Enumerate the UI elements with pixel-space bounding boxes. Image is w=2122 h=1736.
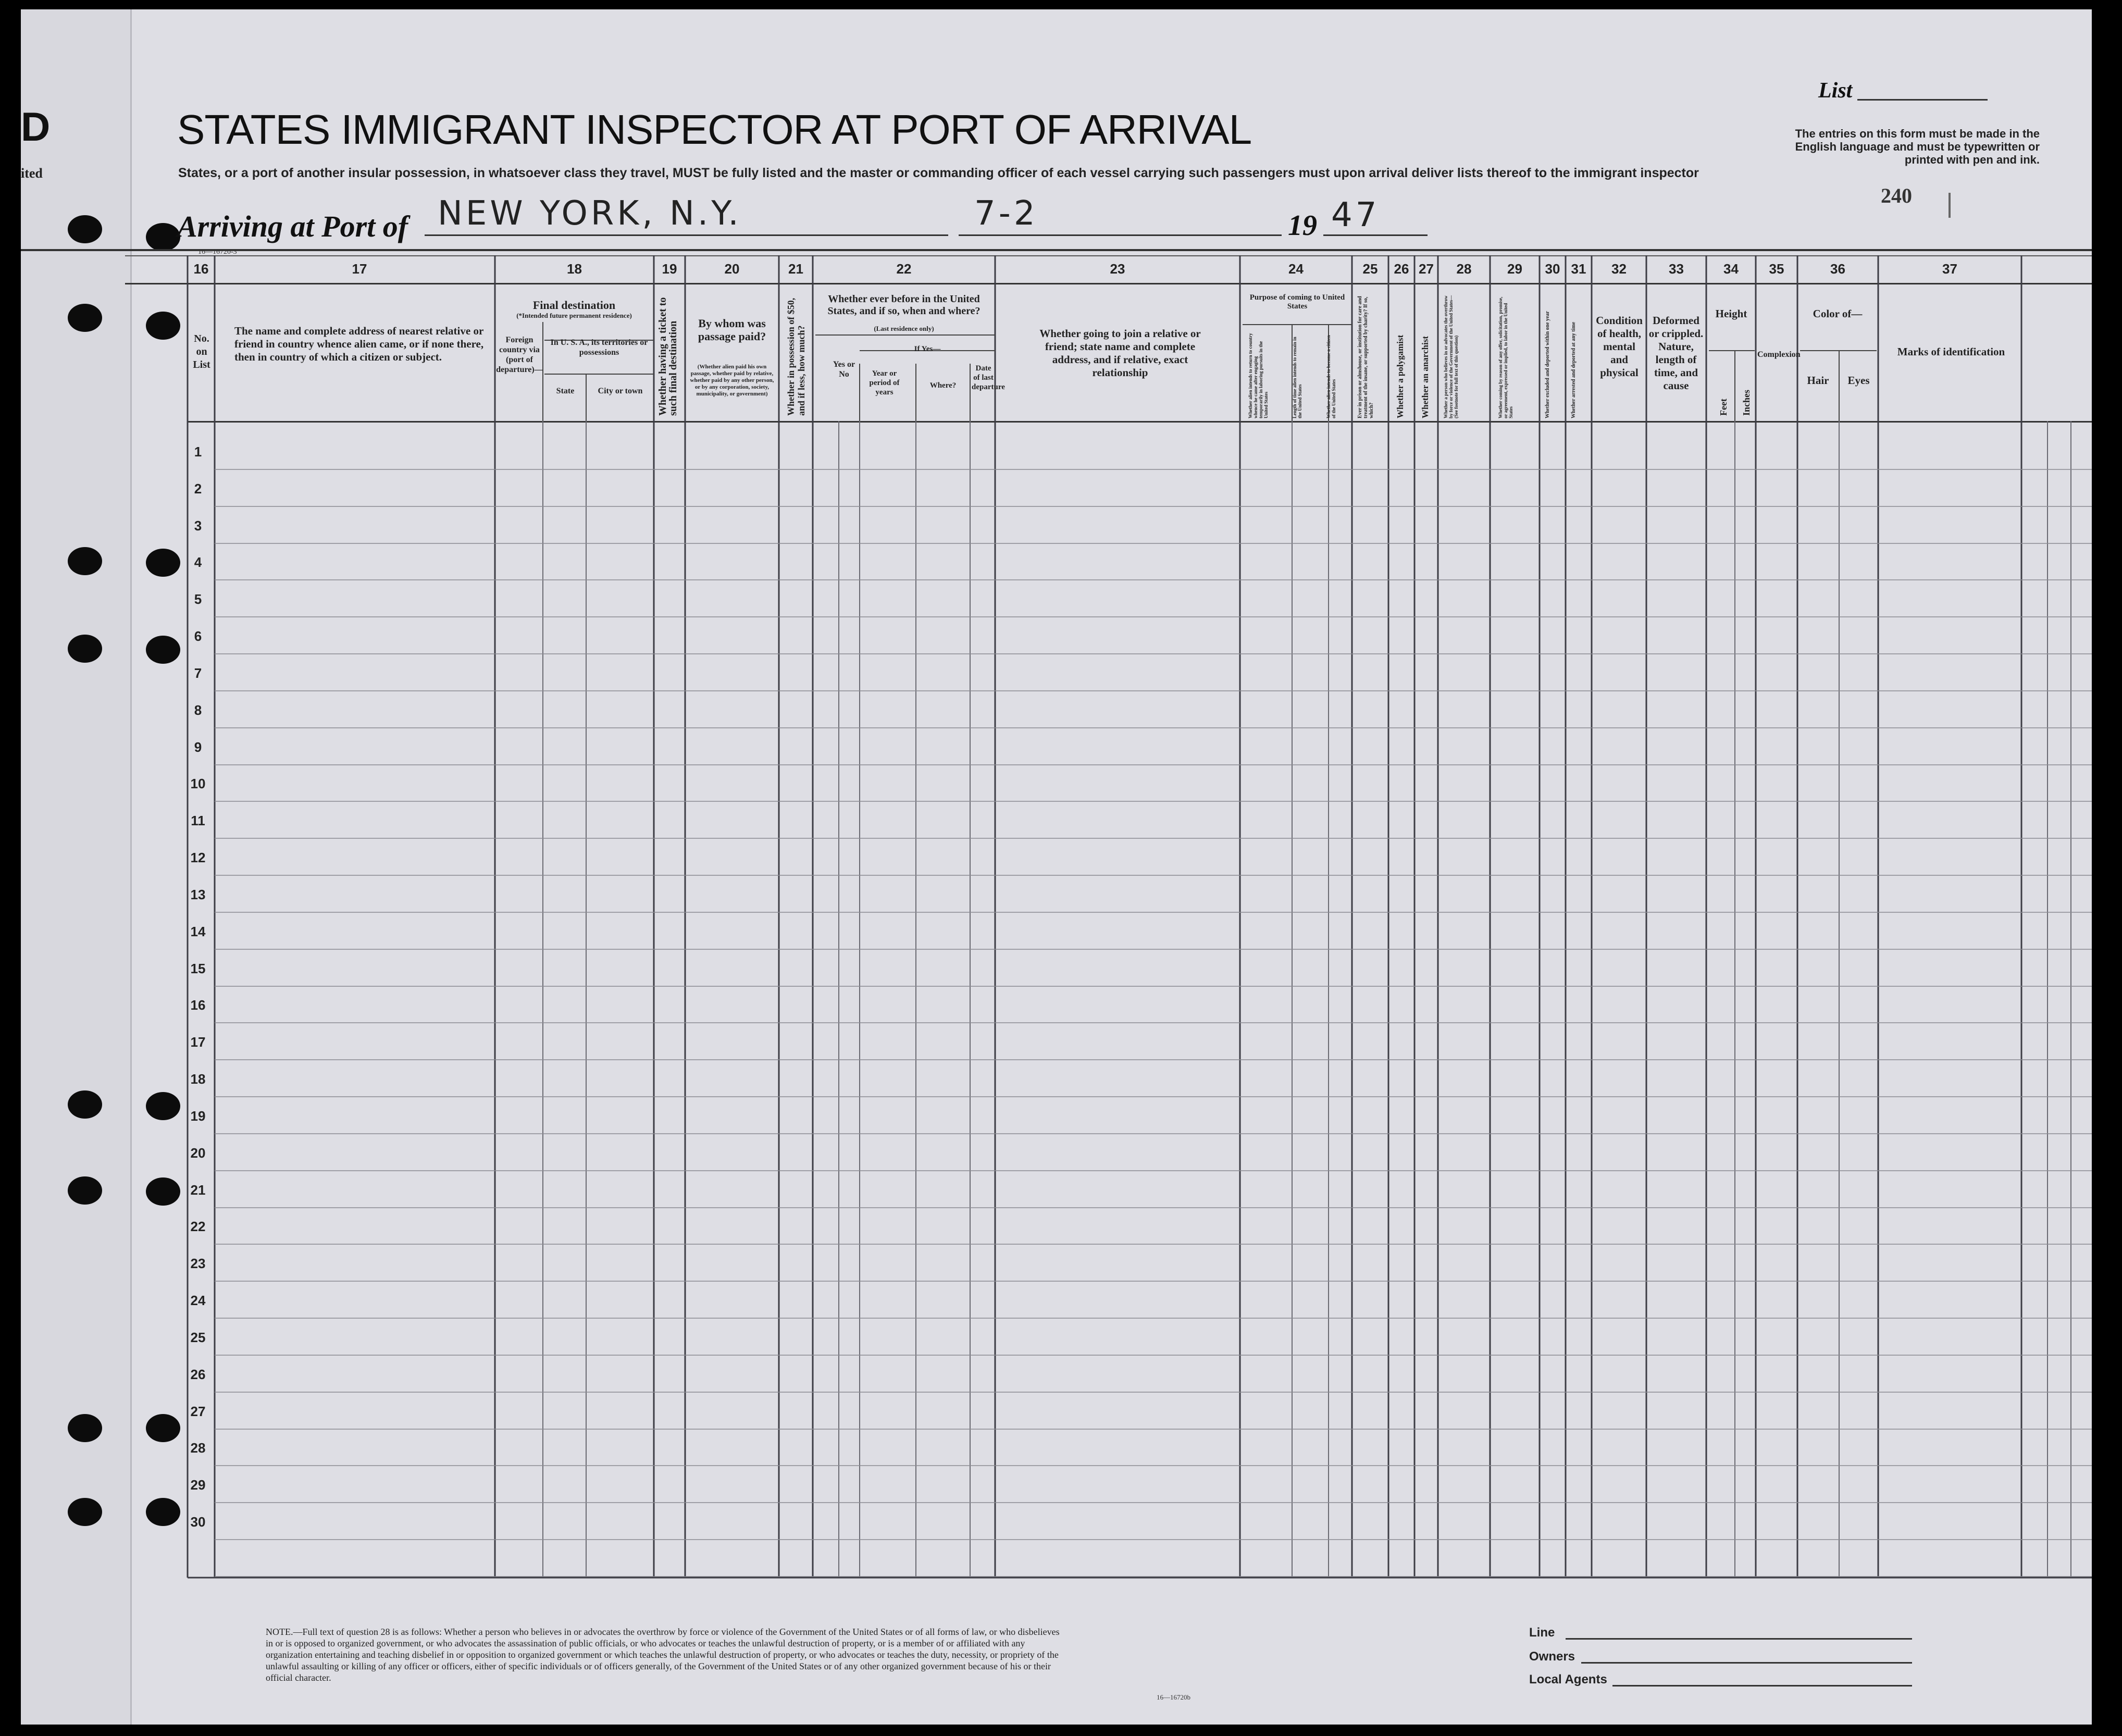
col36-hair: Hair [1807, 374, 1829, 387]
col24-a: Whether alien intends to return to country whence he came after engaging temporarily in laboring pursuits in the United States [1248, 333, 1269, 418]
arriving-label: Arriving at Port of [177, 209, 408, 243]
row-number: 22 [190, 1219, 206, 1235]
col24-b: Length of time alien intends to remain in the United States [1292, 337, 1302, 418]
row-number: 10 [190, 776, 206, 792]
col22-title: Whether ever before in the United States, and if so, when and where? [827, 293, 981, 317]
line-field [1529, 1626, 1555, 1640]
local-agents-label: Local Agents [1529, 1672, 1607, 1687]
col28-header: Whether a person who believes in or advocates the overthrow by force or violence of the Government of the United States—(See footnote for full text of this question) [1443, 295, 1459, 418]
col22-yesno: Yes or No [833, 360, 855, 379]
col37-header: Marks of identification [1897, 345, 2005, 358]
owners-label: Owners [1529, 1650, 1575, 1664]
row-number: 16 [190, 997, 206, 1013]
row-number: 14 [190, 923, 206, 939]
col22-year: Year or period of years [869, 369, 900, 396]
row-number: 20 [190, 1145, 206, 1161]
owners-field [1529, 1650, 1575, 1664]
col18-usa: In U. S. A., its territories or possessions [550, 338, 648, 357]
row-number: 28 [190, 1440, 206, 1456]
col26-header: Whether a polygamist [1395, 334, 1405, 418]
col19-header: Whether having a ticket to such final destination [657, 297, 679, 416]
form-title: STATES IMMIGRANT INSPECTOR AT PORT OF ARRIVAL [177, 106, 1252, 153]
row-number: 21 [190, 1182, 206, 1198]
line-label: Line [1529, 1626, 1555, 1640]
row-number: 4 [194, 554, 202, 571]
col22-date: Date of last departure [972, 364, 1005, 391]
row-number: 13 [190, 886, 206, 902]
instructions-note: The entries on this form must be made in the English language and must be typewritten or printed with pen and ink. [1795, 127, 2040, 166]
col17-header: The name and complete address of nearest relative or friend in country whence alien came, or if none there, then in country of which a citizen or subject. [234, 325, 484, 363]
col21-header: Whether in possession of $50, and if less, how much? [786, 297, 806, 416]
manifest-page: D ited List STATES IMMIGRANT INSPECTOR AT PORT OF ARRIVAL States, or a port of another insular possession, in whatsoever class they travel, MUST be fully listed and the master or commanding officer of each vessel carrying such passengers must upon arrival deliver lists thereof to the immigrant inspector The entries on this form must be made in the English language and must be typewritten or printed with pen and ink. 240 Arriving at Port of NEW YORK, N.Y. 7-2 19 47 16—16720-3 16 17 18 19 20 21 22 23 24 25 26 27 28 29 30 31 32 33 34 35 36 37 No. on List The name and complete address of nearest relative or friend in country whence alien came, or if none there, then in country of which a citizen or subject. Final destination (*Intended future permanent residence) Foreign country via (port of departure)— In U. S. A., its territories or possessions State City or town Whether having a ticket to such final destination By whom was passage paid? (Whether alien paid his own passage, whether paid by relative, whether paid by any other person, or by any corporation, society, municipality, or government) Whether in possession of $50, and if less, how much? Whether ever before in the United States, and if so, when and where? (Last residence only) Yes or No If Yes— Year or period of years Where? Date of last departure Whether going to join a relative or friend; state name and complete address, and if relative, exact relationship Purpose of coming to United States Whether alien intends to return to country whence he came after engaging temporarily in laboring pursuits in the United States Length of time alien intends to remain in the United States Whether alien intends to become a citizen of the United States Ever in prison or almshouse, or institution for care and treatment of the insane, or supported by charity? If so, which? Whether a polygamist Whether an anarchist Whether a person who believes in or advocates the overthrow by force or violence of the Government of the United States—(See footnote for full text of this question) Whether coming by reason of any offer, solicitation, promise, or agreement, expressed or implied, to labor in the United States Whether excluded and deported within one year Whether arrested and deported at any time Condition of health, mental and physical Deformed or crippled. Nature, length of time, and cause Height Feet Inches Complexion Color of— Hair Eyes Marks of identification 1 2 3 4 5 6 7 8 9 10 11 12 13 14 15 16 17 18 19 20 21 22 23 24 25 26 27 28 29 30 NOTE.—Full text of question 28 is as follows: Whether a person who believes in or advocates the overthrow by force or violence of the Government of the United States or of all forms of law, or who disbelieves in or is opposed to organized government, or who advocates the assassination of public officials, or who advocates or teaches the unlawful destruction of property, or is a member of or affiliated with any organization entertaining and teaching disbelief in or opposition to organized government or which teaches the unlawful destruction of property, or who advocates or teaches the duty, necessity, or propriety of the unlawful assaulting or killing of any officer or officers, either of specific individuals or of officers generally, of the Government of the United States or of any other organized government because of his or their official character. 16—16720b Line Owners Local Agents [21, 9, 2092, 1725]
row-number: 26 [190, 1366, 206, 1382]
footer-form-code: 16—16720b [1157, 1693, 1190, 1701]
row-number: 7 [194, 665, 202, 681]
col34-title: Height [1715, 307, 1747, 320]
col34-feet: Feet [1718, 399, 1729, 416]
col20-title: By whom was passage paid? [698, 317, 766, 343]
col34-inches: Inches [1741, 389, 1752, 416]
row-number: 9 [194, 739, 202, 755]
date-handwritten: 7-2 [974, 194, 1038, 233]
col24-c: Whether alien intends to become a citizen of the United States [1326, 335, 1336, 418]
row-number: 12 [190, 850, 206, 866]
col29-header: Whether coming by reason of any offer, solicitation, promise, or agreement, expressed or implied, to labor in the United States [1498, 296, 1513, 418]
row-number: 18 [190, 1071, 206, 1087]
facing-page-letter: D [21, 104, 51, 150]
col32-header: Condition of health, mental and physical [1596, 314, 1643, 379]
entry-grid [21, 9, 2092, 1725]
row-number: 19 [190, 1108, 206, 1124]
row-number: 5 [194, 591, 202, 607]
row-number: 8 [194, 702, 202, 718]
col18-city: City or town [598, 387, 643, 395]
col23-header: Whether going to join a relative or friend; state name and complete address, and if relative, exact relationship [1039, 327, 1201, 379]
col36-title: Color of— [1813, 307, 1863, 320]
page-number: 240 [1881, 184, 1912, 207]
row-number: 15 [190, 960, 206, 976]
row-number: 24 [190, 1293, 206, 1309]
col20-note: (Whether alien paid his own passage, whether paid by relative, whether paid by any other person, or by any corporation, society, municipality, or government) [690, 364, 774, 397]
row-number: 25 [190, 1329, 206, 1345]
form-code: 16—16720-3 [198, 248, 237, 256]
col33-header: Deformed or crippled. Nature, length of time, and cause [1648, 314, 1704, 392]
form-subtitle: States, or a port of another insular possession, in whatsoever class they travel, MUST be fully listed and the master or commanding officer of each vessel carrying such passengers must upon arrival deliver lists thereof to the immigrant inspector [178, 166, 1699, 180]
col18-foreign: Foreign country via (port of departure)— [496, 336, 543, 374]
col18-state: State [556, 387, 575, 395]
row-number: 29 [190, 1477, 206, 1493]
col22-where: Where? [929, 381, 957, 390]
col24-title: Purpose of coming to United States [1249, 293, 1345, 311]
row-number: 27 [190, 1403, 206, 1419]
agents-field [1529, 1672, 1607, 1687]
col36-eyes: Eyes [1847, 374, 1870, 387]
col18-subtitle: (*Intended future permanent residence) [516, 312, 632, 319]
col30-header: Whether excluded and deported within one year [1545, 311, 1550, 418]
row-number: 6 [194, 628, 202, 644]
row-number: 30 [190, 1514, 206, 1530]
row-number: 1 [194, 444, 202, 460]
list-label: List [1818, 79, 1853, 103]
footnote-q28: NOTE.—Full text of question 28 is as follows: Whether a person who believes in or advocates the overthrow by force or violence of the Government of the United States or of all forms of law, or who disbelieves in or is opposed to organized government, or who advocates the assassination of public officials, or who advocates or teaches the unlawful destruction of property, or is a member of or affiliated with any organization entertaining and teaching disbelief in or opposition to organized government or which teaches the unlawful destruction of property, or who advocates or teaches the duty, necessity, or propriety of the unlawful assaulting or killing of any officer or officers, either of specific individuals or of officers generally, of the Government of the United States or of any other organized government because of his or their official character. [266, 1627, 1060, 1683]
col27-header: Whether an anarchist [1420, 336, 1430, 418]
year-handwritten: 47 [1331, 196, 1380, 234]
col25-header: Ever in prison or almshouse, or institution for care and treatment of the insane, or supported by charity? If so, which? [1357, 296, 1374, 418]
row-number: 3 [194, 517, 202, 534]
col35-header: Complexion [1757, 350, 1801, 359]
col16-header: No. on List [193, 333, 210, 370]
facing-page-text: ited [21, 166, 43, 181]
col31-header: Whether arrested and deported at any time [1571, 321, 1577, 418]
row-number: 2 [194, 480, 202, 497]
col22-ifyes: If Yes— [914, 345, 941, 353]
port-handwritten: NEW YORK, N.Y. [438, 194, 742, 233]
col18-title: Final destination [532, 299, 616, 312]
row-number: 11 [191, 813, 205, 829]
col22-note: (Last residence only) [874, 325, 934, 332]
row-number: 23 [190, 1256, 206, 1272]
year-printed: 19 [1288, 209, 1317, 242]
row-number: 17 [190, 1034, 206, 1050]
